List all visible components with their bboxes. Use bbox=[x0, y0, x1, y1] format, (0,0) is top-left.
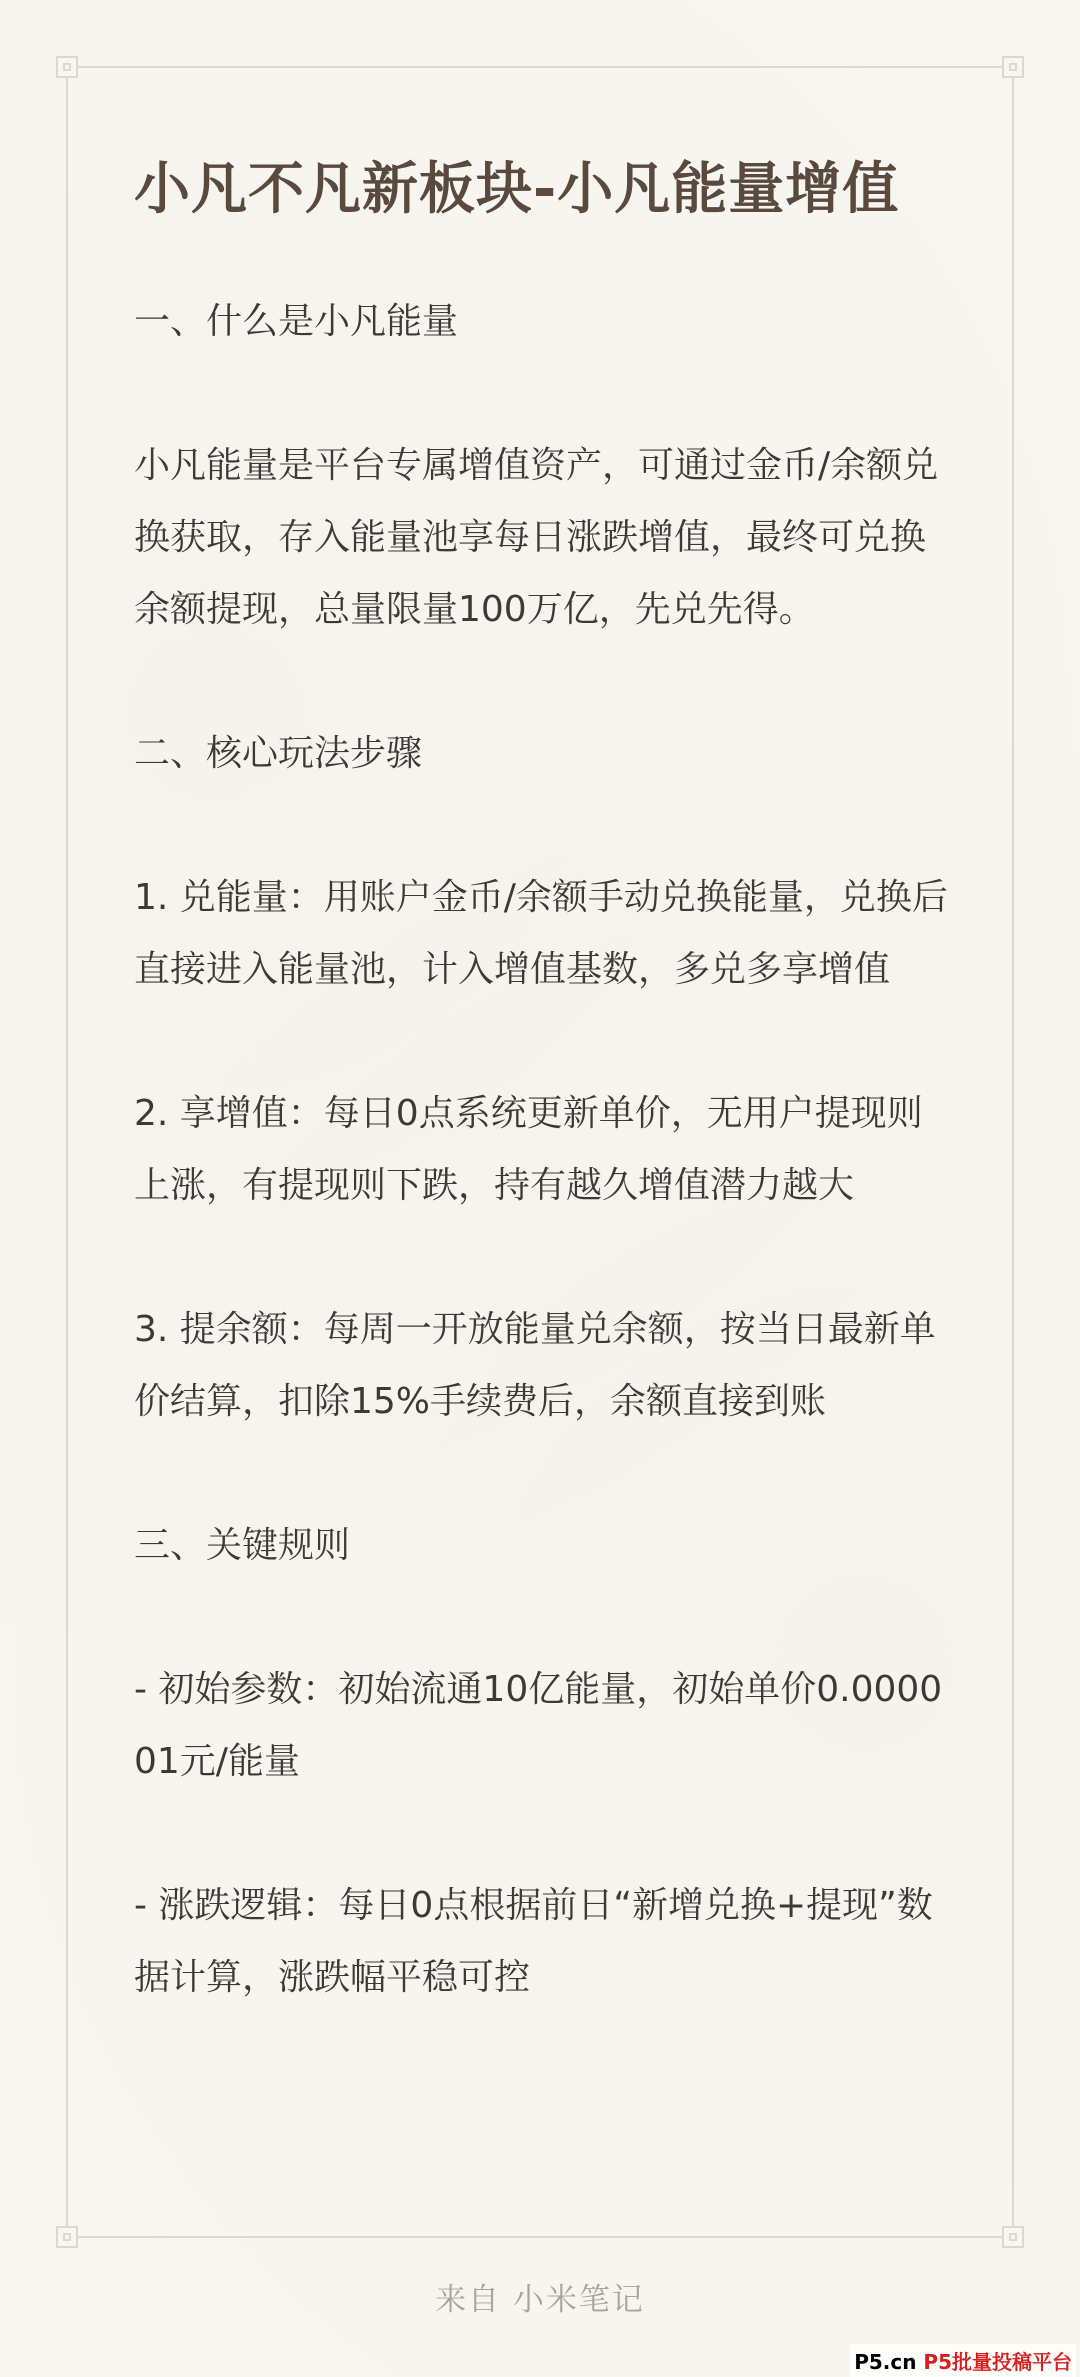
corner-ornament-icon bbox=[56, 2226, 78, 2248]
corner-ornament-icon bbox=[1002, 56, 1024, 78]
watermark bbox=[850, 2344, 1076, 2377]
watermark-prefix: P5.cn bbox=[854, 2350, 917, 2374]
rule-price-logic: - 涨跌逻辑：每日0点根据前日“新增兑换+提现”数据计算，涨跌幅平稳可控 bbox=[134, 1885, 933, 1998]
source-footer: 来自 小米笔记 bbox=[435, 2282, 645, 2318]
paragraph-intro: 小凡能量是平台专属增值资产，可通过金币/余额兑换获取，存入能量池享每日涨跌增值，最终可兑换余额提现，总量限量100万亿，先兑先得。 bbox=[134, 445, 939, 630]
watermark-brand: P5批量投稿平台 bbox=[923, 2350, 1072, 2374]
corner-ornament-icon bbox=[56, 56, 78, 78]
note-title: 小凡不凡新板块-小凡能量增值 bbox=[134, 157, 900, 222]
section-heading-steps: 二、核心玩法步骤 bbox=[134, 733, 423, 774]
section-heading-what: 一、什么是小凡能量 bbox=[134, 301, 459, 342]
rule-initial-params: - 初始参数：初始流通10亿能量，初始单价0.000001元/能量 bbox=[134, 1669, 943, 1782]
step-2: 2. 享增值：每日0点系统更新单价，无用户提现则上涨，有提现则下跌，持有越久增值潜力越大 bbox=[134, 1093, 923, 1206]
step-3: 3. 提余额：每周一开放能量兑余额，按当日最新单价结算，扣除15%手续费后，余额直接到账 bbox=[134, 1309, 936, 1422]
section-heading-rules: 三、关键规则 bbox=[134, 1525, 351, 1566]
note-content bbox=[134, 150, 954, 2014]
corner-ornament-icon bbox=[1002, 2226, 1024, 2248]
step-1: 1. 兑能量：用账户金币/余额手动兑换能量，兑换后直接进入能量池，计入增值基数，多兑多享增值 bbox=[134, 877, 948, 990]
